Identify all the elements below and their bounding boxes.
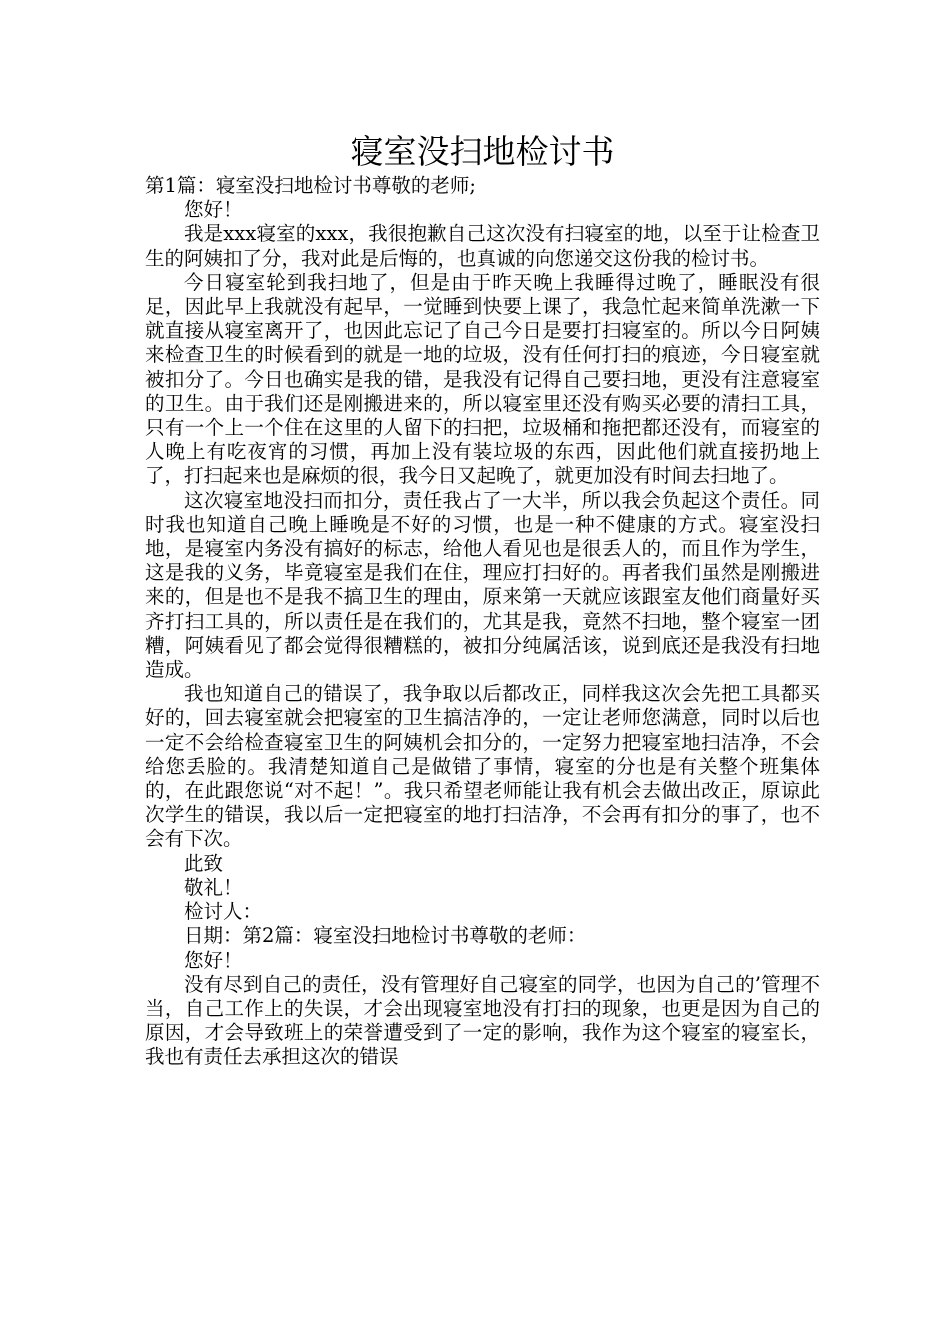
body-paragraph: 我也知道自己的错误了，我争取以后都改正，同样我这次会先把工具都买好的，回去寝室就会把寝室的卫生搞洁净的，一定让老师您满意，同时以后也一定不会给检查寝室卫生的阿姨机会扣分的，一定努力把寝室地扫洁净，不会给您丢脸的。我清楚知道自己是做错了事情，寝室的分也是有关整个班集体的，在此跟您说“对不起！”。我只希望老师能让我有机会去做出改正，原谅此次学生的错误，我以后一定把寝室的地打扫洁净，不会再有扣分的事了，也不会有下次。 (145, 682, 820, 851)
document-body (145, 174, 820, 1070)
date-and-part2-heading: 日期：第2篇：寝室没扫地检讨书尊敬的老师： (184, 924, 587, 948)
body-paragraph: 这次寝室地没扫而扣分，责任我占了一大半，所以我会负起这个责任。同时我也知道自己晚上睡晚是不好的习惯，也是一种不健康的方式。寝室没扫地，是寝室内务没有搞好的标志，给他人看见也是很丢人的，而且作为学生，这是我的义务，毕竟寝室是我们在住，理应打扫好的。再者我们虽然是刚搬进来的，但是也不是我不搞卫生的理由，原来第一天就应该跟室友他们商量好买齐打扫工具的，所以责任是在我们的，尤其是我，竟然不扫地，整个寝室一团糟，阿姨看见了都会觉得很糟糕的，被扣分纯属活该，说到底还是我没有扫地造成。 (145, 488, 820, 682)
body-paragraph: 我是xxx寝室的xxx，我很抱歉自己这次没有扫寝室的地，以至于让检查卫生的阿姨扣了分，我对此是后悔的，也真诚的向您递交这份我的检讨书。 (145, 222, 820, 270)
document-title: 寝室没扫地检讨书 (350, 132, 615, 171)
greeting: 您好！ (184, 948, 243, 972)
body-paragraph: 今日寝室轮到我扫地了，但是由于昨天晚上我睡得过晚了，睡眠没有很足，因此早上我就没有起早，一觉睡到快要上课了，我急忙起来简单洗漱一下就直接从寝室离开了，也因此忘记了自己今日是要打扫寝室的。所以今日阿姨来检查卫生的时候看到的就是一地的垃圾，没有任何打扫的痕迹，今日寝室就被扣分了。今日也确实是我的错，是我没有记得自己要扫地，更没有注意寝室的卫生。由于我们还是刚搬进来的，所以寝室里还没有购买必要的清扫工具，只有一个上一个住在这里的人留下的扫把，垃圾桶和拖把都还没有，而寝室的人晚上有吃夜宵的习惯，再加上没有装垃圾的东西，因此他们就直接扔地上了，打扫起来也是麻烦的很，我今日又起晚了，就更加没有时间去扫地了。 (145, 270, 820, 488)
part1-heading: 第1篇：寝室没扫地检讨书尊敬的老师; (145, 174, 476, 197)
closing-regards: 敬礼！ (184, 875, 243, 899)
closing-salutation: 此致 (184, 851, 224, 875)
body-paragraph: 没有尽到自己的责任，没有管理好自己寝室的同学，也因为自己的’管理不当，自己工作上的失误，才会出现寝室地没有打扫的现象，也更是因为自己的原因，才会导致班上的荣誉遭受到了一定的影响，我作为这个寝室的寝室长，我也有责任去承担这次的错误 (145, 972, 820, 1069)
document-page (145, 130, 820, 1070)
greeting: 您好！ (184, 198, 243, 222)
signature-line: 检讨人： (184, 900, 263, 924)
